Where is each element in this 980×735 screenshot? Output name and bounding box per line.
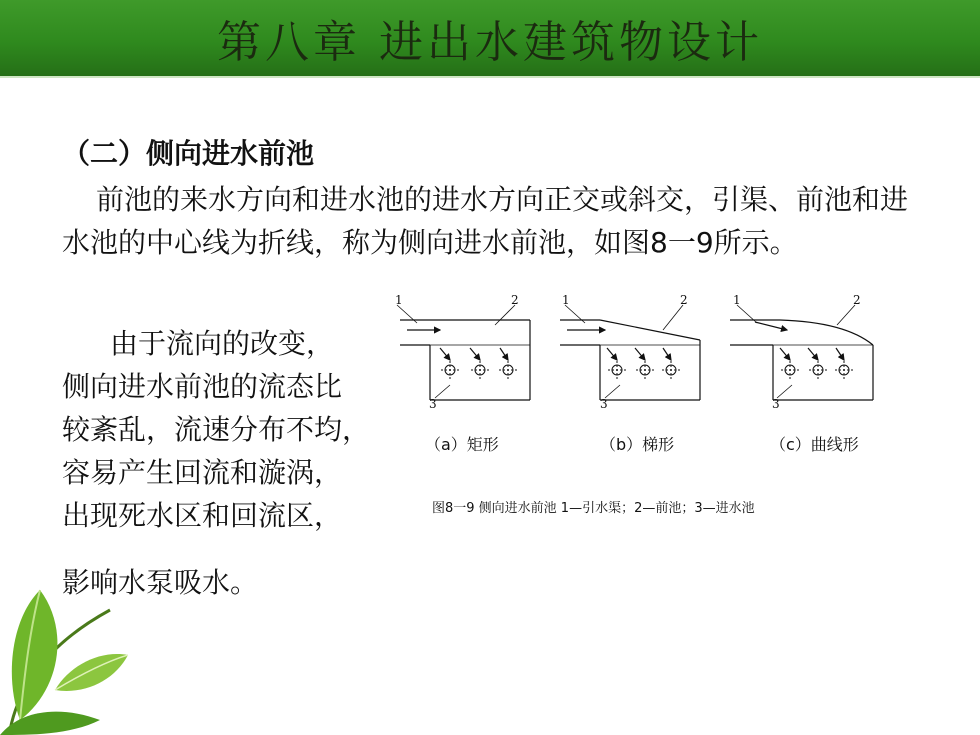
paragraph-2-line: 由于流向的改变， (110, 327, 335, 360)
leaf-decoration (0, 570, 130, 735)
caption-b: （b）梯形 (600, 435, 675, 454)
paragraph-2-line: 出现死水区和回流区， (62, 499, 343, 532)
diagram-c (730, 305, 873, 400)
paragraph-3: 影响水泵吸水。 (62, 566, 259, 599)
paragraph-1: 前池的来水方向和进水池的进水方向正交或斜交，引渠、前池和进水池的中心线为折线，称为侧向进水前池，如图8一9所示。 (62, 183, 909, 259)
forebay-diagram (395, 290, 895, 430)
paragraph-2 (62, 322, 392, 537)
label-2: 2 (511, 293, 519, 307)
caption-a: （a）矩形 (425, 435, 499, 454)
paragraph-2-line: 侧向进水前池的流态比 (62, 370, 343, 403)
label-2: 2 (853, 293, 861, 307)
label-2: 2 (680, 293, 688, 307)
label-3: 3 (772, 397, 780, 411)
caption-c: （c）曲线形 (770, 435, 859, 454)
paragraph-2-line: 较紊乱，流速分布不均， (62, 413, 371, 446)
paragraph-2-line: 容易产生回流和漩涡， (62, 456, 343, 489)
label-3: 3 (429, 397, 437, 411)
figure-caption: 图8一9 侧向进水前池 1—引水渠；2—前池；3—进水池 (432, 501, 755, 516)
section-heading: （二）侧向进水前池 (62, 137, 315, 170)
diagram-a (397, 305, 530, 400)
diagram-b (560, 305, 700, 400)
label-1: 1 (562, 293, 570, 307)
title-bar (0, 0, 980, 78)
label-1: 1 (395, 293, 403, 307)
page-title: 第八章 进出水建筑物设计 (217, 17, 763, 68)
label-3: 3 (600, 397, 608, 411)
label-1: 1 (733, 293, 741, 307)
